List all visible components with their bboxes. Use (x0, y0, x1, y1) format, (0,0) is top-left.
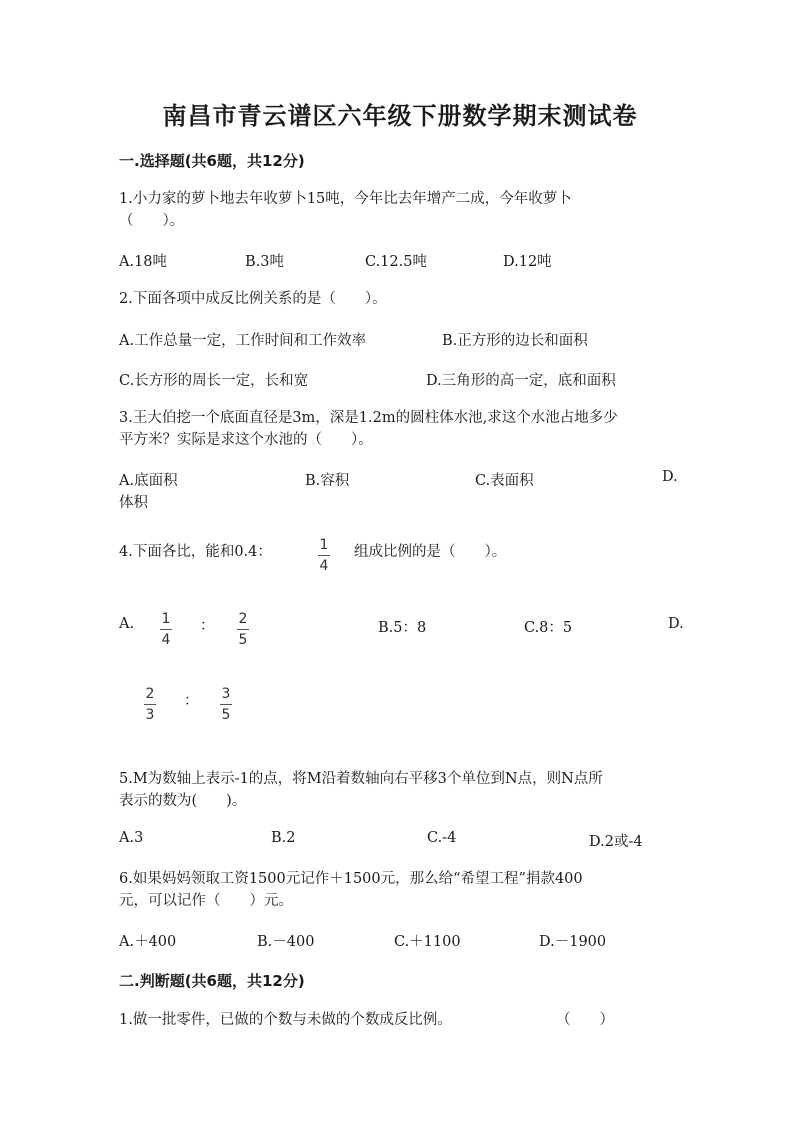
q4-option-d-left-fraction (144, 686, 156, 723)
ratio-colon: ： (184, 693, 199, 709)
fraction-bar (220, 704, 232, 705)
fraction-denominator: 4 (319, 558, 329, 574)
q5-option-b: B.2 (271, 830, 296, 846)
section-heading-choice: 一.选择题(共6题，共12分) (119, 152, 305, 170)
q3-option-b: B.容积 (305, 473, 350, 489)
fraction-denominator: 5 (238, 632, 248, 648)
q4-option-a-right-fraction (237, 611, 249, 648)
question-1-text: 1.小力家的萝卜地去年收萝卜15吨，今年比去年增产二成，今年收萝卜 (119, 191, 572, 207)
q6-option-a: A.＋400 (119, 934, 177, 950)
q1-option-b: B.3吨 (245, 254, 284, 270)
q3-option-c: C.表面积 (475, 473, 534, 489)
fraction-numerator: 3 (221, 686, 231, 702)
q6-option-b: B.－400 (257, 934, 315, 950)
fraction-bar (144, 704, 156, 705)
q2-option-b: B.正方形的边长和面积 (442, 333, 588, 349)
page-title: 南昌市青云谱区六年级下册数学期末测试卷 (162, 102, 638, 130)
fraction-bar (318, 555, 330, 556)
q3-option-a: A.底面积 (119, 473, 178, 489)
judgement-1-answer-blank: （ ） (556, 1012, 614, 1028)
fraction-numerator: 2 (238, 611, 248, 627)
q3-option-d-text: 体积 (119, 495, 148, 511)
fraction-denominator: 3 (145, 707, 155, 723)
fraction-numerator: 1 (161, 611, 171, 627)
q5-option-a: A.3 (119, 830, 144, 846)
q1-option-a: A.18吨 (119, 254, 168, 270)
q5-option-c: C.-4 (427, 830, 457, 846)
fraction-numerator: 2 (145, 686, 155, 702)
q3-option-d: D. (662, 469, 678, 485)
question-4-text-suffix: 组成比例的是（ ）。 (354, 544, 507, 560)
question-6-text-cont: 元，可以记作（ ）元。 (119, 893, 293, 909)
question-4-text: 4.下面各比，能和0.4： (119, 544, 272, 560)
ratio-colon: ： (200, 618, 215, 634)
q4-option-c: C.8：5 (524, 620, 573, 636)
fraction-denominator: 5 (221, 707, 231, 723)
q4-option-d-right-fraction (220, 686, 232, 723)
q4-option-a-left-fraction (160, 611, 172, 648)
question-3-text-cont: 平方米？实际是求这个水池的（ ）。 (119, 432, 373, 448)
question-2-text: 2.下面各项中成反比例关系的是（ ）。 (119, 291, 387, 307)
fraction-denominator: 4 (161, 632, 171, 648)
question-5-text-cont: 表示的数为( )。 (119, 793, 247, 809)
q4-option-a-label: A. (119, 616, 135, 632)
section-heading-judgement: 二.判断题(共6题，共12分) (119, 972, 305, 990)
q4-fraction (318, 537, 330, 574)
question-6-text: 6.如果妈妈领取工资1500元记作＋1500元，那么给“希望工程”捐款400 (119, 871, 583, 887)
q2-option-a: A.工作总量一定，工作时间和工作效率 (119, 333, 367, 349)
q5-option-d: D.2或-4 (589, 834, 643, 850)
q4-option-b: B.5：8 (378, 620, 427, 636)
q6-option-d: D.－1900 (539, 934, 607, 950)
fraction-bar (237, 629, 249, 630)
fraction-bar (160, 629, 172, 630)
question-1-text-cont: （ ）。 (119, 213, 185, 229)
q2-option-c: C.长方形的周长一定，长和宽 (119, 373, 309, 389)
question-5-text: 5.M为数轴上表示-1的点，将M沿着数轴向右平移3个单位到N点，则N点所 (119, 771, 603, 787)
q4-option-d-label: D. (668, 616, 684, 632)
judgement-1-text: 1.做一批零件，已做的个数与未做的个数成反比例。 (119, 1012, 452, 1028)
q2-option-d: D.三角形的高一定，底和面积 (426, 373, 616, 389)
q1-option-d: D.12吨 (503, 254, 552, 270)
q1-option-c: C.12.5吨 (365, 254, 427, 270)
q6-option-c: C.＋1100 (394, 934, 461, 950)
fraction-numerator: 1 (319, 537, 329, 553)
question-3-text: 3.王大伯挖一个底面直径是3m，深是1.2m的圆柱体水池,求这个水池占地多少 (119, 410, 618, 426)
